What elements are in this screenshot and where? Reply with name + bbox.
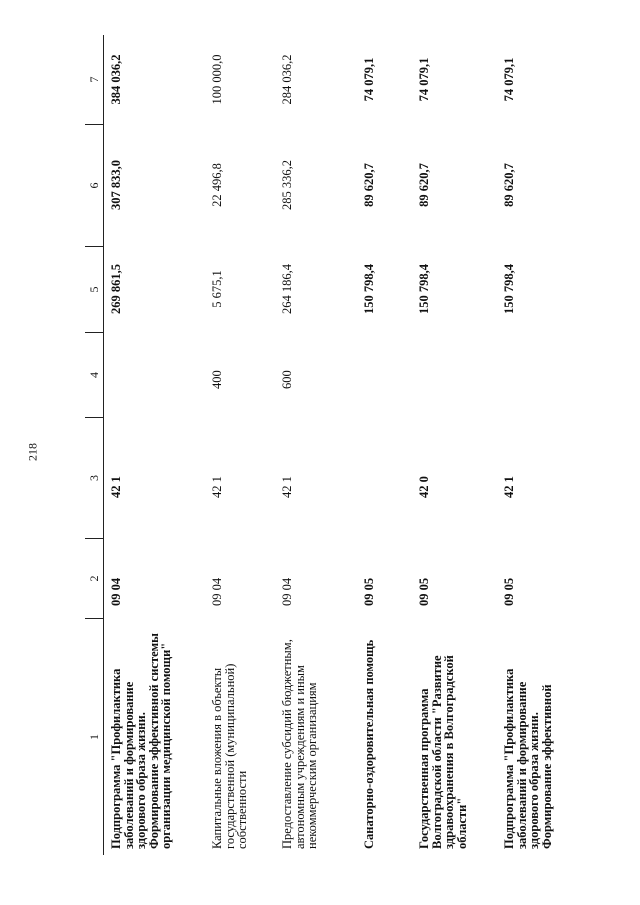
row-section: 09 04 <box>109 577 123 606</box>
row-value-5: 150 798,4 <box>362 264 376 314</box>
row-name: Подпрограмма "Профилактика заболеваний и формирование здорового образа жизни. Формирование эффективной системы организации медицинской помощи" <box>109 633 173 849</box>
row-value-7: 100 000,0 <box>210 54 224 105</box>
table-row <box>500 35 588 855</box>
row-section: 09 04 <box>280 577 294 606</box>
row-value-7: 74 079,1 <box>362 57 376 102</box>
row-target: 42 1 <box>210 476 224 498</box>
row-value-7: 384 036,2 <box>109 54 123 105</box>
row-type: 600 <box>280 370 294 389</box>
row-target: 42 0 <box>417 476 431 498</box>
row-value-7: 284 036,2 <box>280 54 294 105</box>
row-target: 42 1 <box>280 476 294 498</box>
row-value-5: 150 798,4 <box>417 264 431 314</box>
row-type <box>415 332 485 417</box>
row-value-7: 74 079,1 <box>417 57 431 102</box>
row-value-6: 89 620,7 <box>417 163 431 207</box>
row-type <box>500 332 588 417</box>
row-section: 09 04 <box>210 577 224 606</box>
row-type <box>107 332 203 417</box>
row-target <box>360 417 400 538</box>
row-value-6: 89 620,7 <box>502 163 516 207</box>
row-name: Санаторно-оздоровительная помощь <box>362 639 376 849</box>
row-value-6: 89 620,7 <box>362 163 376 207</box>
row-type <box>360 332 400 417</box>
table-row <box>107 35 203 855</box>
row-value-5: 5 675,1 <box>210 270 224 308</box>
header-col-1: 1 <box>85 618 103 855</box>
row-value-5: 264 186,4 <box>280 264 294 314</box>
table-row <box>208 35 266 855</box>
table-row <box>415 35 485 855</box>
header-col-2: 2 <box>85 538 103 618</box>
header-col-7: 7 <box>87 76 101 83</box>
header-col-3: 3 <box>85 417 103 538</box>
row-value-6: 22 496,8 <box>210 163 224 207</box>
row-value-6: 307 833,0 <box>109 160 123 210</box>
row-value-5: 150 798,4 <box>502 264 516 314</box>
header-col-5: 5 <box>85 246 103 332</box>
row-value-5: 269 861,5 <box>109 264 123 314</box>
budget-table <box>85 35 590 855</box>
row-target: 42 1 <box>502 476 516 498</box>
header-col-6: 6 <box>85 124 103 246</box>
row-section: 09 05 <box>502 577 516 606</box>
row-value-6: 285 336,2 <box>280 160 294 210</box>
row-value-7: 74 079,1 <box>502 57 516 102</box>
row-name: Подпрограмма "Профилактика заболеваний и формирование здорового образа жизни. Формирование эффективной <box>502 668 554 849</box>
table-row <box>360 35 400 855</box>
table-header-row <box>85 35 104 855</box>
row-name: Капитальные вложения в объекты государственной (муниципальной) собственности <box>210 663 249 849</box>
row-target: 42 1 <box>109 476 123 498</box>
table-row <box>278 35 348 855</box>
row-section: 09 05 <box>417 577 431 606</box>
row-type: 400 <box>210 370 224 389</box>
row-name: Предоставление субсидий бюджетным, автономным учреждениям и иным некоммерческим организациям <box>280 639 319 849</box>
row-section: 09 05 <box>362 577 376 606</box>
page-number: 218 <box>25 443 40 461</box>
header-col-4: 4 <box>85 332 103 417</box>
row-name: Государственная программа Волгоградской области "Развитие здравоохранения в Волгоградской области" <box>417 655 469 849</box>
